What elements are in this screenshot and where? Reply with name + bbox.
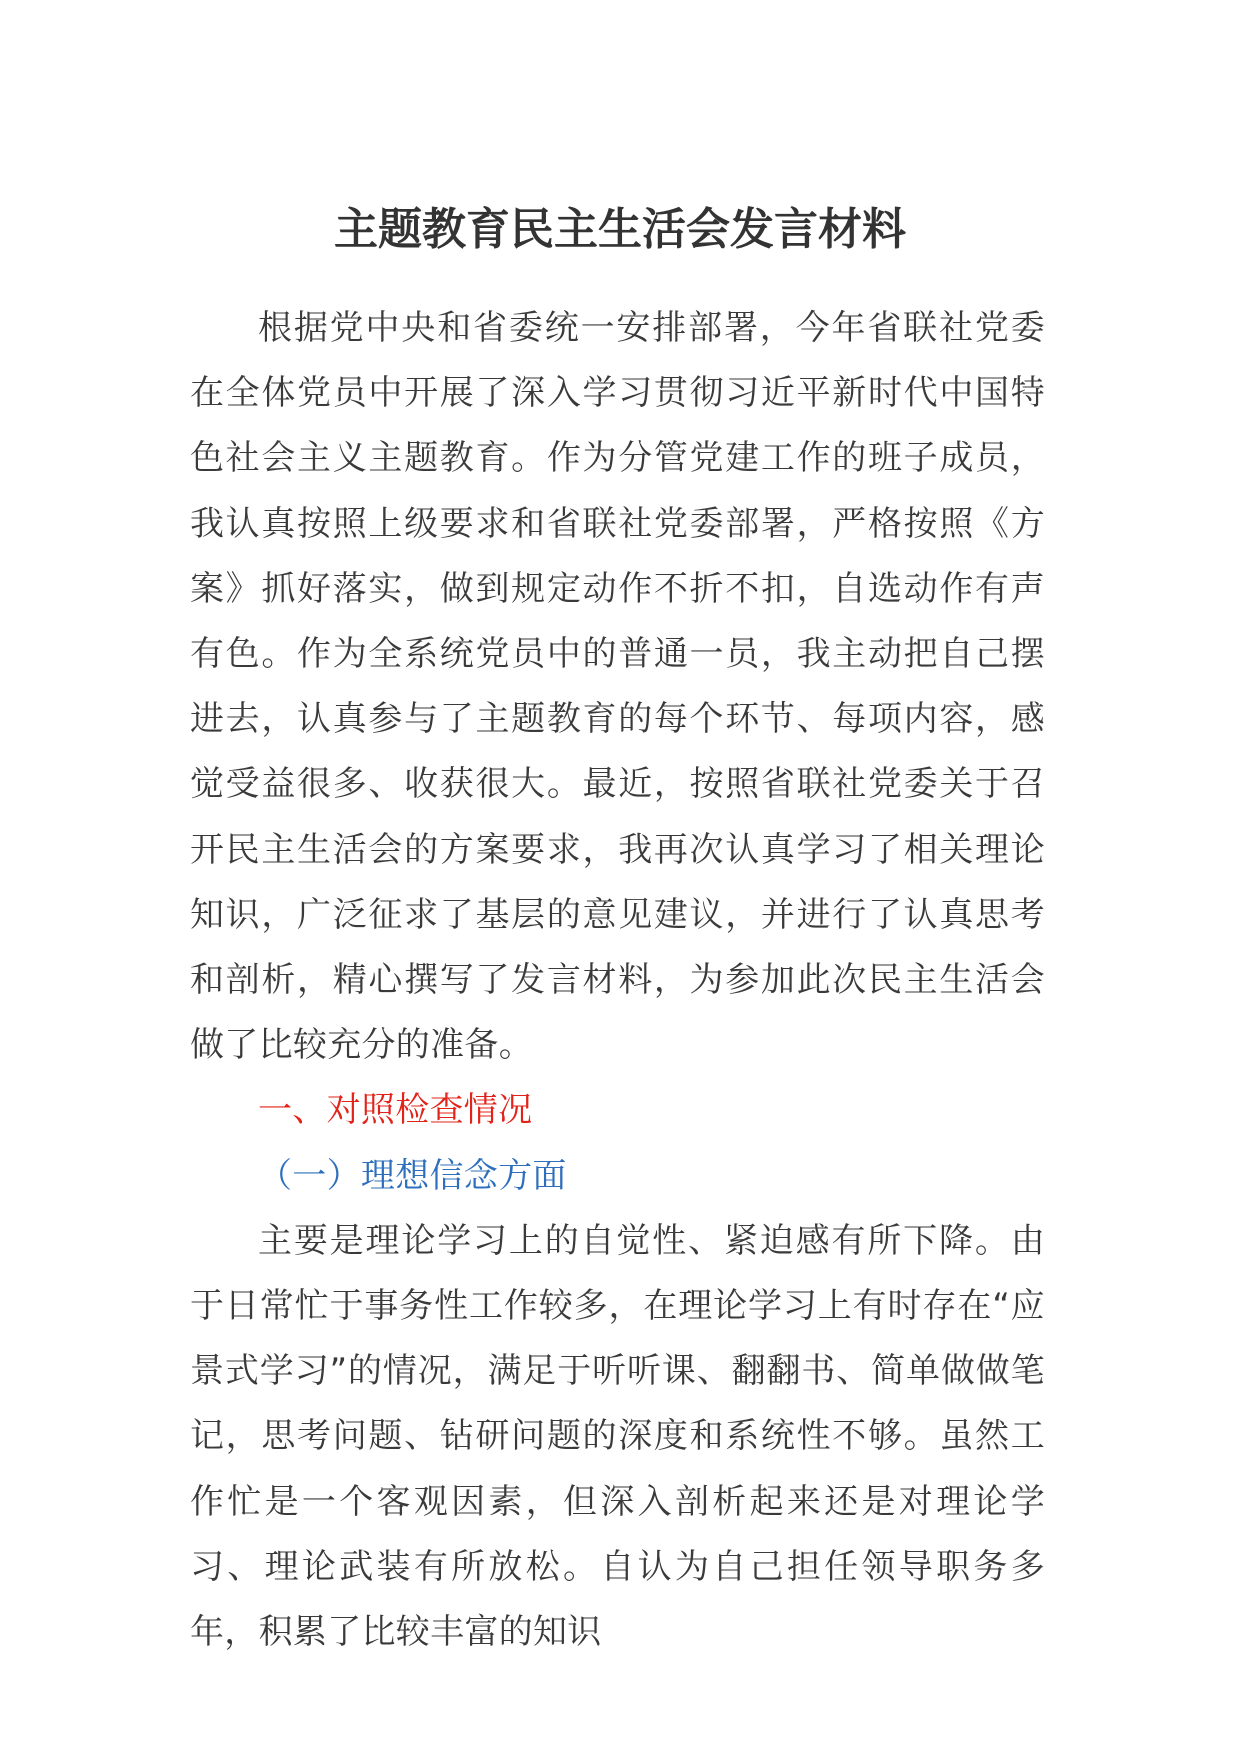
intro-paragraph: 根据党中央和省委统一安排部署，今年省联社党委在全体党员中开展了深入学习贯彻习近平新时代中国特色社会主义主题教育。作为分管党建工作的班子成员，我认真按照上级要求和省联社党委部署，严格按照《方案》抓好落实，做到规定动作不折不扣，自选动作有声有色。作为全系统党员中的普通一员，我主动把自己摆进去，认真参与了主题教育的每个环节、每项内容，感觉受益很多、收获很大。最近，按照省联社党委关于召开民主生活会的方案要求，我再次认真学习了相关理论知识，广泛征求了基层的意见建议，并进行了认真思考和剖析，精心撰写了发言材料，为参加此次民主生活会做了比较充分的准备。 (190, 308, 1045, 1066)
section-heading: 一、对照检查情况 (258, 1090, 533, 1131)
document-title: 主题教育民主生活会发言材料 (334, 204, 906, 255)
section-paragraph: 主要是理论学习上的自觉性、紧迫感有所下降。由于日常忙于事务性工作较多，在理论学习上有时存在“应景式学习”的情况，满足于听听课、翻翻书、简单做做笔记，思考问题、钻研问题的深度和系统性不够。虽然工作忙是一个客观因素，但深入剖析起来还是对理论学习、理论武装有所放松。自认为自己担任领导职务多年，积累了比较丰富的知识 (190, 1220, 1045, 1653)
document-body (190, 296, 1045, 1665)
subsection-heading: （一）理想信念方面 (258, 1155, 567, 1196)
